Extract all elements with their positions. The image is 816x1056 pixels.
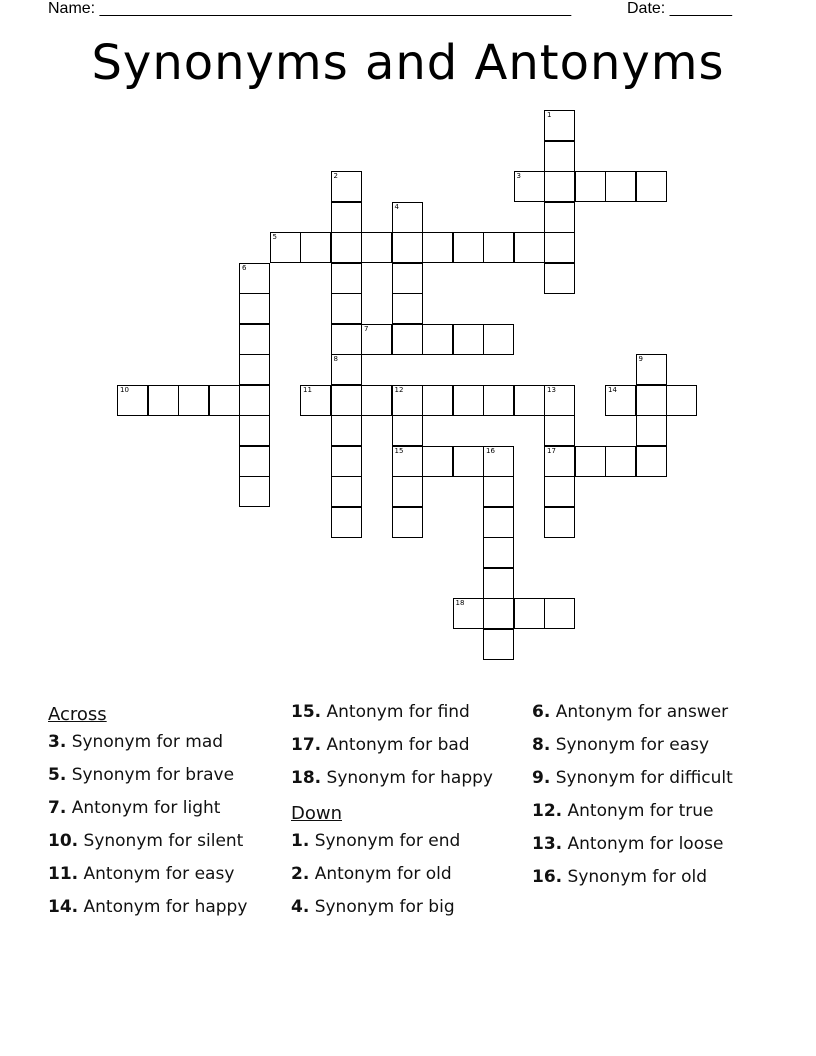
page-title: Synonyms and Antonyms [91, 35, 725, 91]
crossword-cell[interactable] [544, 141, 575, 172]
clue-text: Antonym for happy [83, 897, 248, 917]
clue-number: 5. [48, 765, 67, 785]
date-field-label[interactable]: Date: _______ [627, 0, 732, 17]
crossword-cell[interactable] [392, 415, 423, 446]
clue-number: 4. [291, 897, 310, 917]
crossword-cell[interactable] [544, 507, 575, 538]
cell-number: 10 [120, 385, 129, 394]
crossword-cell[interactable] [483, 385, 514, 416]
crossword-cell[interactable] [544, 232, 575, 263]
crossword-cell[interactable] [422, 446, 453, 477]
clue-text: Antonym for answer [555, 702, 729, 722]
crossword-cell[interactable] [514, 598, 545, 629]
cell-number: 2 [333, 172, 338, 180]
crossword-cell[interactable] [239, 415, 270, 446]
name-field-label[interactable]: Name: _____________________________________________________ [48, 0, 572, 17]
cell-number: 6 [242, 263, 247, 272]
clue-number: 6. [532, 702, 551, 722]
clue-number: 16. [532, 867, 563, 887]
crossword-cell[interactable] [514, 171, 545, 202]
clue-down-13 [532, 834, 752, 854]
crossword-cell[interactable] [239, 446, 270, 477]
clue-text: Synonym for difficult [555, 768, 733, 788]
cell-number: 17 [547, 446, 556, 455]
crossword-cell[interactable] [331, 446, 362, 477]
crossword-cell[interactable] [331, 415, 362, 446]
crossword-cell[interactable] [483, 598, 514, 629]
clue-text: Antonym for light [71, 798, 221, 818]
crossword-cell[interactable] [270, 232, 301, 263]
clue-number: 9. [532, 768, 551, 788]
crossword-cell[interactable] [514, 232, 545, 263]
crossword-cell[interactable] [636, 385, 667, 416]
crossword-cell[interactable] [544, 598, 575, 629]
clue-text: Synonym for happy [326, 768, 493, 788]
clue-number: 18. [291, 768, 322, 788]
clue-across-3 [48, 732, 283, 752]
crossword-cell[interactable] [575, 171, 606, 202]
crossword-cell[interactable] [239, 263, 270, 294]
clue-number: 10. [48, 831, 79, 851]
crossword-cell[interactable] [331, 354, 362, 385]
clue-number: 13. [532, 834, 563, 854]
crossword-cell[interactable] [544, 415, 575, 446]
cell-number: 13 [547, 385, 556, 394]
crossword-cell[interactable] [636, 415, 667, 446]
clue-across-15 [291, 702, 526, 722]
crossword-cell[interactable] [239, 293, 270, 324]
clue-number: 12. [532, 801, 563, 821]
clue-across-17 [291, 735, 526, 755]
crossword-cell[interactable] [483, 232, 514, 263]
crossword-cell[interactable] [666, 385, 697, 416]
crossword-cell[interactable] [544, 202, 575, 233]
cell-number: 8 [333, 355, 338, 363]
crossword-cell[interactable] [361, 232, 392, 263]
crossword-cell[interactable] [239, 354, 270, 385]
cell-number: 9 [638, 355, 643, 363]
cell-number: 18 [455, 599, 465, 607]
crossword-cell[interactable] [453, 446, 484, 477]
crossword-cell[interactable] [422, 232, 453, 263]
crossword-cell[interactable] [117, 385, 148, 416]
crossword-cell[interactable] [605, 446, 636, 477]
clue-across-5 [48, 765, 283, 785]
clues-column-1 [48, 702, 283, 930]
clue-text: Antonym for easy [83, 864, 235, 884]
crossword-cell[interactable] [331, 171, 362, 202]
clue-down-4 [291, 897, 526, 917]
crossword-cell[interactable] [483, 324, 514, 355]
clue-text: Synonym for end [314, 831, 461, 851]
cell-number: 3 [516, 172, 521, 180]
crossword-cell[interactable] [483, 507, 514, 538]
clue-number: 15. [291, 702, 322, 722]
crossword-cell[interactable] [331, 293, 362, 324]
crossword-cell[interactable] [544, 476, 575, 507]
clue-text: Synonym for silent [83, 831, 244, 851]
clue-text: Synonym for mad [71, 732, 224, 752]
crossword-cell[interactable] [483, 446, 514, 477]
clue-text: Synonym for old [567, 867, 708, 887]
crossword-cell[interactable] [239, 324, 270, 355]
down-heading: Down [291, 803, 343, 824]
crossword-cell[interactable] [605, 171, 636, 202]
crossword-cell[interactable] [392, 446, 423, 477]
clue-text: Antonym for loose [567, 834, 724, 854]
clue-text: Synonym for big [314, 897, 455, 917]
crossword-cell[interactable] [453, 385, 484, 416]
crossword-cell[interactable] [178, 385, 209, 416]
clue-text: Antonym for true [567, 801, 714, 821]
crossword-cell[interactable] [422, 385, 453, 416]
clue-text: Antonym for old [314, 864, 452, 884]
across-heading: Across [48, 704, 107, 725]
clue-down-12 [532, 801, 752, 821]
cell-number: 11 [303, 385, 312, 394]
crossword-cell[interactable] [453, 324, 484, 355]
crossword-cell[interactable] [331, 324, 362, 355]
crossword-cell[interactable] [422, 324, 453, 355]
crossword-cell[interactable] [392, 324, 423, 355]
crossword-cell[interactable] [392, 202, 423, 233]
crossword-cell[interactable] [636, 354, 667, 385]
crossword-cell[interactable] [331, 263, 362, 294]
clue-down-2 [291, 864, 526, 884]
crossword-cell[interactable] [331, 232, 362, 263]
crossword-cell[interactable] [605, 385, 636, 416]
clue-text: Antonym for bad [326, 735, 470, 755]
crossword-cell[interactable] [331, 202, 362, 233]
crossword-cell[interactable] [361, 385, 392, 416]
crossword-cell[interactable] [148, 385, 179, 416]
crossword-cell[interactable] [636, 446, 667, 477]
clues-column-2 [291, 702, 526, 930]
crossword-cell[interactable] [483, 537, 514, 568]
crossword-cell[interactable] [544, 385, 575, 416]
crossword-cell[interactable] [361, 324, 392, 355]
crossword-cell[interactable] [392, 263, 423, 294]
crossword-cell[interactable] [392, 232, 423, 263]
crossword-cell[interactable] [483, 629, 514, 660]
clue-down-8 [532, 735, 752, 755]
crossword-cell[interactable] [544, 446, 575, 477]
clue-number: 8. [532, 735, 551, 755]
clue-number: 17. [291, 735, 322, 755]
crossword-cell[interactable] [544, 110, 575, 141]
cell-number: 4 [394, 202, 399, 211]
clue-number: 2. [291, 864, 310, 884]
clue-text: Synonym for brave [71, 765, 235, 785]
crossword-cell[interactable] [300, 385, 331, 416]
crossword-cell[interactable] [483, 476, 514, 507]
clue-down-1 [291, 831, 526, 851]
clue-text: Synonym for easy [555, 735, 710, 755]
clue-number: 1. [291, 831, 310, 851]
crossword-cell[interactable] [239, 476, 270, 507]
crossword-cell[interactable] [392, 507, 423, 538]
clue-down-6 [532, 702, 752, 722]
clue-across-18 [291, 768, 526, 788]
crossword-cell[interactable] [331, 476, 362, 507]
cell-number: 12 [394, 385, 404, 394]
crossword-cell[interactable] [392, 293, 423, 324]
crossword-cell[interactable] [483, 568, 514, 599]
clue-down-9 [532, 768, 752, 788]
cell-number: 1 [547, 111, 552, 119]
clue-number: 3. [48, 732, 67, 752]
cell-number: 5 [272, 233, 277, 241]
crossword-cell[interactable] [575, 446, 606, 477]
crossword-cell[interactable] [514, 385, 545, 416]
cell-number: 7 [364, 324, 369, 333]
crossword-cell[interactable] [331, 385, 362, 416]
clue-down-16 [532, 867, 752, 887]
cell-number: 15 [394, 446, 404, 455]
crossword-cell[interactable] [331, 507, 362, 538]
clue-text: Antonym for find [326, 702, 470, 722]
clue-across-14 [48, 897, 283, 917]
clue-across-10 [48, 831, 283, 851]
clues-column-3 [532, 702, 752, 900]
clue-across-11 [48, 864, 283, 884]
crossword-cell[interactable] [209, 385, 240, 416]
clue-number: 11. [48, 864, 79, 884]
crossword-cell[interactable] [392, 385, 423, 416]
cell-number: 14 [608, 385, 617, 394]
crossword-cell[interactable] [636, 171, 667, 202]
crossword-cell[interactable] [544, 263, 575, 294]
crossword-cell[interactable] [453, 598, 484, 629]
clue-across-7 [48, 798, 283, 818]
cell-number: 16 [486, 446, 495, 455]
crossword-cell[interactable] [453, 232, 484, 263]
clue-number: 14. [48, 897, 79, 917]
crossword-cell[interactable] [300, 232, 331, 263]
crossword-cell[interactable] [239, 385, 270, 416]
crossword-cell[interactable] [392, 476, 423, 507]
crossword-cell[interactable] [544, 171, 575, 202]
clue-number: 7. [48, 798, 67, 818]
